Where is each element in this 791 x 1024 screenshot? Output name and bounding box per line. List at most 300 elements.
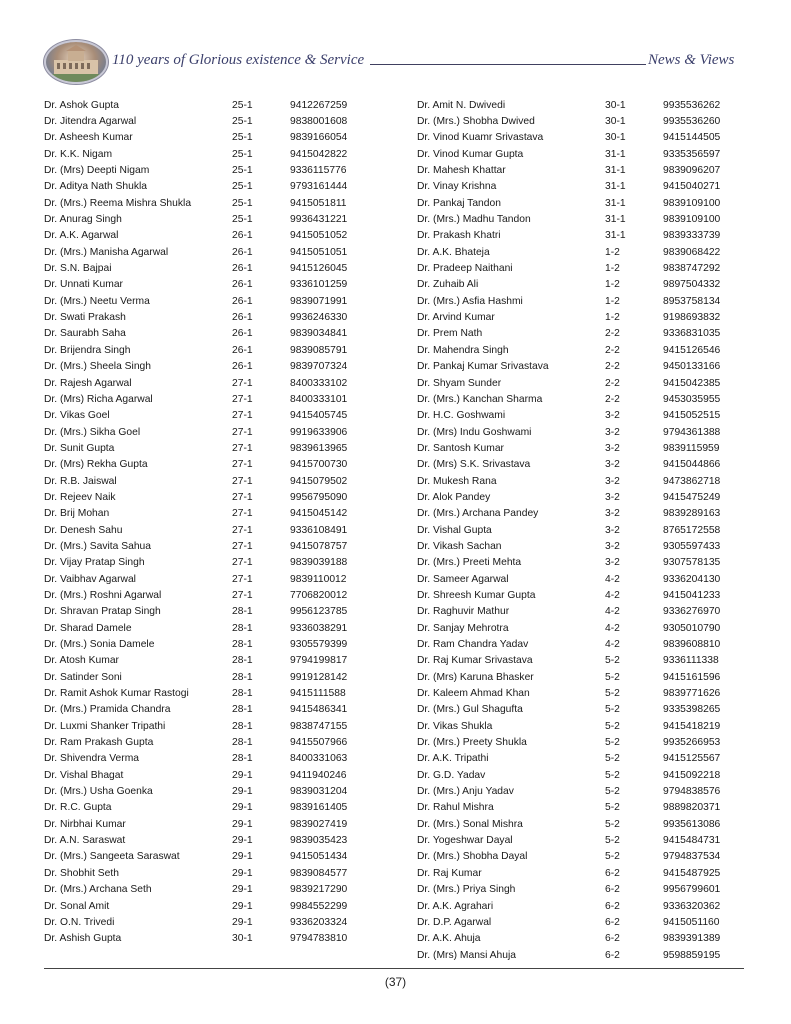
- member-name: Dr. (Mrs) Indu Goshwami: [417, 426, 532, 438]
- member-name: Dr. R.B. Jaiswal: [44, 475, 117, 487]
- directory-row: [417, 375, 743, 391]
- directory-column-left: [44, 97, 370, 947]
- member-name: Dr. Arvind Kumar: [417, 312, 495, 324]
- member-phone: 9794837534: [663, 851, 721, 863]
- directory-row: [417, 342, 743, 358]
- member-name: Dr. A.K. Ahuja: [417, 933, 481, 945]
- member-name: Dr. Shivendra Verma: [44, 753, 140, 765]
- member-name: Dr. Alok Pandey: [417, 491, 491, 503]
- member-phone: 9839109100: [663, 214, 721, 226]
- member-phone: 9598859195: [663, 949, 721, 961]
- member-name: Dr. Ashok Gupta: [44, 99, 119, 111]
- directory-row: [44, 489, 370, 505]
- directory-row: [44, 832, 370, 848]
- member-phone: 9415700730: [290, 459, 348, 471]
- directory-row: [417, 882, 743, 898]
- member-phone: 9956795090: [290, 491, 348, 503]
- member-code: 2-2: [605, 361, 620, 373]
- member-phone: 9336115776: [290, 165, 347, 177]
- member-name: Dr. (Mrs.) Shobha Dwived: [417, 116, 535, 128]
- directory-column-right: [417, 97, 743, 963]
- member-phone: 9336038291: [290, 622, 348, 634]
- member-phone: 9415484731: [663, 835, 721, 847]
- member-name: Dr. Vinod Kuamr Srivastava: [417, 132, 544, 144]
- directory-row: [417, 489, 743, 505]
- member-name: Dr. (Mrs.) Sonia Damele: [44, 639, 155, 651]
- directory-row: [417, 162, 743, 178]
- member-phone: 9415486341: [290, 704, 348, 716]
- directory-row: [417, 832, 743, 848]
- member-code: 27-1: [232, 508, 253, 520]
- member-phone: 9794199817: [290, 655, 348, 667]
- member-code: 30-1: [605, 116, 626, 128]
- directory-row: [44, 816, 370, 832]
- directory-row: [417, 849, 743, 865]
- member-code: 25-1: [232, 99, 253, 111]
- member-name: Dr. Vinod Kumar Gupta: [417, 148, 524, 160]
- member-code: 29-1: [232, 884, 253, 896]
- directory-row: [417, 604, 743, 620]
- member-name: Dr. Ashish Gupta: [44, 933, 122, 945]
- directory-row: [417, 751, 743, 767]
- directory-row: [417, 571, 743, 587]
- building-logo-icon: [46, 42, 106, 82]
- member-phone: 9450133166: [663, 361, 721, 373]
- member-name: Dr. A.K. Agarwal: [44, 230, 119, 242]
- member-name: Dr. Raghuvir Mathur: [417, 606, 510, 618]
- member-phone: 9415111588: [290, 688, 346, 700]
- directory-row: [44, 522, 370, 538]
- member-name: Dr. (Mrs.) Archana Seth: [44, 884, 152, 896]
- member-name: Dr. (Mrs.) Sheela Singh: [44, 361, 152, 373]
- member-code: 5-2: [605, 851, 620, 863]
- directory-row: [417, 522, 743, 538]
- member-code: 28-1: [232, 737, 253, 749]
- member-name: Dr. Vijay Pratap Singh: [44, 557, 145, 569]
- member-code: 26-1: [232, 312, 253, 324]
- directory-row: [44, 849, 370, 865]
- directory-row: [417, 734, 743, 750]
- member-phone: 9956799601: [663, 884, 721, 896]
- member-name: Dr. Ramit Ashok Kumar Rastogi: [44, 688, 189, 700]
- member-code: 29-1: [232, 769, 253, 781]
- member-name: Dr. Nirbhai Kumar: [44, 818, 126, 830]
- member-phone: 9935536262: [663, 99, 721, 111]
- directory-row: [417, 359, 743, 375]
- member-phone: 9839034841: [290, 328, 348, 340]
- member-name: Dr. Zuhaib Ali: [417, 279, 479, 291]
- member-code: 25-1: [232, 197, 253, 209]
- directory-row: [417, 408, 743, 424]
- directory-row: [44, 914, 370, 930]
- member-phone: 9415044866: [663, 459, 721, 471]
- member-name: Dr. A.K. Tripathi: [417, 753, 489, 765]
- directory-row: [417, 816, 743, 832]
- directory-row: [417, 702, 743, 718]
- member-code: 29-1: [232, 916, 253, 928]
- member-name: Dr. R.C. Gupta: [44, 802, 112, 814]
- member-phone: 9839391389: [663, 933, 721, 945]
- member-code: 4-2: [605, 606, 620, 618]
- member-code: 27-1: [232, 589, 253, 601]
- member-name: Dr. Pradeep Naithani: [417, 263, 513, 275]
- member-code: 3-2: [605, 410, 620, 422]
- member-phone: 9415078757: [290, 540, 348, 552]
- member-name: Dr. (Mrs.) Reema Mishra Shukla: [44, 197, 192, 209]
- directory-row: [44, 97, 370, 113]
- member-phone: 9839035423: [290, 835, 348, 847]
- member-code: 27-1: [232, 426, 253, 438]
- member-code: 26-1: [232, 230, 253, 242]
- member-phone: 9412267259: [290, 99, 348, 111]
- header-tagline: 110 years of Glorious existence & Service: [112, 52, 365, 68]
- member-phone: 9473862718: [663, 475, 721, 487]
- member-phone: 9415405745: [290, 410, 348, 422]
- directory-row: [44, 130, 370, 146]
- member-phone: 9838001608: [290, 116, 348, 128]
- directory-row: [417, 97, 743, 113]
- member-name: Dr. Mahendra Singh: [417, 344, 509, 356]
- member-name: Dr. (Mrs.) Priya Singh: [417, 884, 516, 896]
- member-phone: 9415161596: [663, 671, 721, 683]
- directory-row: [44, 162, 370, 178]
- member-phone: 9415051811: [290, 197, 347, 209]
- member-name: Dr. H.C. Goshwami: [417, 410, 506, 422]
- member-phone: 9919128142: [290, 671, 348, 683]
- member-code: 3-2: [605, 459, 620, 471]
- member-phone: 9839109100: [663, 197, 721, 209]
- member-phone: 9839068422: [663, 246, 721, 258]
- member-code: 27-1: [232, 491, 253, 503]
- member-code: 28-1: [232, 753, 253, 765]
- member-code: 30-1: [605, 132, 626, 144]
- member-name: Dr. Rejeev Naik: [44, 491, 116, 503]
- member-code: 3-2: [605, 557, 620, 569]
- member-name: Dr. Vinay Krishna: [417, 181, 497, 193]
- member-code: 28-1: [232, 639, 253, 651]
- member-phone: 9336101259: [290, 279, 348, 291]
- member-code: 26-1: [232, 344, 253, 356]
- directory-row: [417, 865, 743, 881]
- footer-rule: [44, 968, 744, 969]
- member-phone: 9415092218: [663, 769, 721, 781]
- member-name: Dr. (Mrs) Deepti Nigam: [44, 165, 150, 177]
- member-code: 25-1: [232, 165, 253, 177]
- directory-row: [44, 211, 370, 227]
- member-phone: 9415042385: [663, 377, 721, 389]
- member-code: 29-1: [232, 818, 253, 830]
- member-phone: 9839085791: [290, 344, 348, 356]
- member-code: 27-1: [232, 557, 253, 569]
- member-code: 5-2: [605, 704, 620, 716]
- directory-row: [44, 604, 370, 620]
- member-name: Dr. Rajesh Agarwal: [44, 377, 132, 389]
- member-phone: 9839217290: [290, 884, 348, 896]
- member-code: 31-1: [605, 230, 626, 242]
- member-phone: 9411940246: [290, 769, 347, 781]
- member-code: 27-1: [232, 377, 253, 389]
- directory-row: [44, 734, 370, 750]
- member-name: Dr. Swati Prakash: [44, 312, 126, 324]
- member-code: 29-1: [232, 867, 253, 879]
- member-phone: 8400331063: [290, 753, 348, 765]
- member-name: Dr. Denesh Sahu: [44, 524, 123, 536]
- member-code: 27-1: [232, 573, 253, 585]
- member-phone: 9839608810: [663, 639, 721, 651]
- member-name: Dr. Sonal Amit: [44, 900, 110, 912]
- directory-row: [417, 669, 743, 685]
- directory-row: [44, 718, 370, 734]
- member-phone: 9415079502: [290, 475, 348, 487]
- member-name: Dr. (Mrs.) Anju Yadav: [417, 786, 514, 798]
- directory-row: [44, 571, 370, 587]
- member-code: 31-1: [605, 165, 626, 177]
- member-phone: 9336276970: [663, 606, 721, 618]
- member-phone: 9838747292: [663, 263, 721, 275]
- member-name: Dr. Pankaj Kumar Srivastava: [417, 361, 549, 373]
- member-phone: 9839096207: [663, 165, 721, 177]
- member-name: Dr. Saurabh Saha: [44, 328, 126, 340]
- member-name: Dr. (Mrs.) Pramida Chandra: [44, 704, 171, 716]
- directory-row: [44, 767, 370, 783]
- member-phone: 9336111338: [663, 655, 719, 667]
- directory-row: [44, 882, 370, 898]
- member-code: 3-2: [605, 426, 620, 438]
- member-code: 27-1: [232, 524, 253, 536]
- member-phone: 9415475249: [663, 491, 721, 503]
- member-code: 28-1: [232, 720, 253, 732]
- member-name: Dr. Vaibhav Agarwal: [44, 573, 136, 585]
- member-name: Dr. (Mrs.) Usha Goenka: [44, 786, 153, 798]
- member-name: Dr. Brij Mohan: [44, 508, 110, 520]
- member-name: Dr. Shreesh Kumar Gupta: [417, 589, 536, 601]
- member-code: 31-1: [605, 148, 626, 160]
- member-phone: 9839289163: [663, 508, 721, 520]
- member-code: 6-2: [605, 900, 620, 912]
- member-phone: 8400333101: [290, 393, 348, 405]
- directory-row: [44, 326, 370, 342]
- directory-row: [417, 620, 743, 636]
- member-name: Dr. Raj Kumar Srivastava: [417, 655, 533, 667]
- member-name: Dr. Yogeshwar Dayal: [417, 835, 513, 847]
- member-phone: 9415045142: [290, 508, 348, 520]
- member-name: Dr. Shobhit Seth: [44, 867, 119, 879]
- directory-row: [417, 947, 743, 963]
- directory-row: [44, 473, 370, 489]
- member-name: Dr. (Mrs) Richa Agarwal: [44, 393, 153, 405]
- member-code: 4-2: [605, 622, 620, 634]
- member-code: 27-1: [232, 459, 253, 471]
- member-code: 26-1: [232, 246, 253, 258]
- directory-row: [417, 457, 743, 473]
- member-name: Dr. (Mrs.) Madhu Tandon: [417, 214, 531, 226]
- member-code: 28-1: [232, 671, 253, 683]
- member-phone: 9839071991: [290, 295, 348, 307]
- member-code: 1-2: [605, 263, 620, 275]
- member-code: 5-2: [605, 720, 620, 732]
- member-name: Dr. Sharad Damele: [44, 622, 132, 634]
- member-name: Dr. (Mrs.) Preety Shukla: [417, 737, 527, 749]
- member-code: 1-2: [605, 279, 620, 291]
- directory-row: [417, 767, 743, 783]
- member-code: 5-2: [605, 737, 620, 749]
- member-name: Dr. Vishal Gupta: [417, 524, 492, 536]
- member-code: 30-1: [605, 99, 626, 111]
- member-name: Dr. Prakash Khatri: [417, 230, 501, 242]
- directory-row: [44, 538, 370, 554]
- member-name: Dr. O.N. Trivedi: [44, 916, 115, 928]
- member-code: 5-2: [605, 753, 620, 765]
- member-phone: 9415125567: [663, 753, 721, 765]
- member-phone: 9415051160: [663, 916, 720, 928]
- member-code: 29-1: [232, 835, 253, 847]
- directory-row: [44, 636, 370, 652]
- member-phone: 9839333739: [663, 230, 721, 242]
- member-phone: 9336108491: [290, 524, 348, 536]
- member-code: 25-1: [232, 132, 253, 144]
- member-name: Dr. S.N. Bajpai: [44, 263, 112, 275]
- directory-row: [417, 195, 743, 211]
- directory-row: [417, 179, 743, 195]
- member-phone: 9839110012: [290, 573, 347, 585]
- member-name: Dr. Prem Nath: [417, 328, 483, 340]
- member-code: 3-2: [605, 524, 620, 536]
- member-name: Dr. (Mrs.) Manisha Agarwal: [44, 246, 169, 258]
- member-name: Dr. Sunit Gupta: [44, 442, 115, 454]
- member-code: 2-2: [605, 377, 620, 389]
- member-name: Dr. Jitendra Agarwal: [44, 116, 137, 128]
- directory-row: [417, 653, 743, 669]
- directory-row: [417, 440, 743, 456]
- member-code: 4-2: [605, 589, 620, 601]
- member-code: 3-2: [605, 491, 620, 503]
- member-phone: 9935613086: [663, 818, 721, 830]
- member-code: 5-2: [605, 655, 620, 667]
- directory-row: [44, 113, 370, 129]
- member-code: 4-2: [605, 639, 620, 651]
- member-phone: 9415051434: [290, 851, 348, 863]
- member-phone: 9889820371: [663, 802, 721, 814]
- member-name: Dr. Luxmi Shanker Tripathi: [44, 720, 166, 732]
- member-code: 31-1: [605, 214, 626, 226]
- member-name: Dr. Satinder Soni: [44, 671, 122, 683]
- member-phone: 9415487925: [663, 867, 721, 879]
- directory-row: [44, 702, 370, 718]
- member-name: Dr. Brijendra Singh: [44, 344, 131, 356]
- member-code: 31-1: [605, 181, 626, 193]
- directory-row: [44, 424, 370, 440]
- directory-row: [417, 130, 743, 146]
- member-phone: 8765172558: [663, 524, 721, 536]
- member-name: Dr. Vikas Goel: [44, 410, 110, 422]
- member-name: Dr. Shyam Sunder: [417, 377, 502, 389]
- member-name: Dr. (Mrs) Mansi Ahuja: [417, 949, 516, 961]
- member-phone: 9335398265: [663, 704, 721, 716]
- member-phone: 9839031204: [290, 786, 348, 798]
- member-phone: 9305597433: [663, 540, 721, 552]
- member-code: 5-2: [605, 818, 620, 830]
- member-code: 29-1: [232, 900, 253, 912]
- member-code: 26-1: [232, 328, 253, 340]
- directory-row: [44, 620, 370, 636]
- member-name: Dr. Unnati Kumar: [44, 279, 123, 291]
- member-name: Dr. A.N. Saraswat: [44, 835, 126, 847]
- directory-row: [44, 865, 370, 881]
- member-name: Dr. (Mrs.) Sikha Goel: [44, 426, 141, 438]
- member-phone: 9335356597: [663, 148, 721, 160]
- directory-row: [417, 685, 743, 701]
- member-phone: 9415418219: [663, 720, 721, 732]
- directory-row: [44, 391, 370, 407]
- member-name: Dr. Rahul Mishra: [417, 802, 494, 814]
- member-phone: 9305010790: [663, 622, 721, 634]
- member-name: Dr. Santosh Kumar: [417, 442, 504, 454]
- member-code: 29-1: [232, 802, 253, 814]
- directory-row: [417, 555, 743, 571]
- member-code: 6-2: [605, 933, 620, 945]
- member-phone: 9839084577: [290, 867, 348, 879]
- member-phone: 9919633906: [290, 426, 348, 438]
- directory-row: [417, 473, 743, 489]
- member-code: 29-1: [232, 786, 253, 798]
- member-phone: 9794361388: [663, 426, 721, 438]
- directory-row: [44, 342, 370, 358]
- member-code: 6-2: [605, 916, 620, 928]
- member-phone: 9984552299: [290, 900, 348, 912]
- member-phone: 9415126045: [290, 263, 348, 275]
- directory-row: [417, 146, 743, 162]
- member-phone: 9794783810: [290, 933, 348, 945]
- member-name: Dr. Ram Prakash Gupta: [44, 737, 154, 749]
- member-code: 26-1: [232, 279, 253, 291]
- member-name: Dr. (Mrs) Karuna Bhasker: [417, 671, 534, 683]
- member-name: Dr. A.K. Bhateja: [417, 246, 490, 258]
- directory-row: [417, 113, 743, 129]
- member-name: Dr. (Mrs.) Preeti Mehta: [417, 557, 522, 569]
- member-code: 2-2: [605, 344, 620, 356]
- page-header: [0, 0, 791, 90]
- directory-row: [417, 898, 743, 914]
- directory-row: [44, 309, 370, 325]
- directory-row: [417, 391, 743, 407]
- member-code: 31-1: [605, 197, 626, 209]
- member-name: Dr. Vikash Sachan: [417, 540, 502, 552]
- directory-row: [44, 375, 370, 391]
- member-phone: 9415051052: [290, 230, 348, 242]
- directory-row: [44, 277, 370, 293]
- directory-row: [44, 898, 370, 914]
- member-phone: 7706820012: [290, 589, 348, 601]
- member-code: 28-1: [232, 688, 253, 700]
- member-code: 29-1: [232, 851, 253, 863]
- member-name: Dr. (Mrs.) Sangeeta Saraswat: [44, 851, 180, 863]
- directory-row: [44, 408, 370, 424]
- member-phone: 9415042822: [290, 148, 348, 160]
- member-name: Dr. Shravan Pratap Singh: [44, 606, 161, 618]
- member-name: Dr. Pankaj Tandon: [417, 197, 501, 209]
- member-phone: 9307578135: [663, 557, 721, 569]
- member-phone: 9415051051: [290, 246, 348, 258]
- member-name: Dr. D.P. Agarwal: [417, 916, 492, 928]
- member-phone: 9839166054: [290, 132, 348, 144]
- directory-row: [417, 309, 743, 325]
- directory-row: [44, 669, 370, 685]
- member-code: 5-2: [605, 769, 620, 781]
- member-name: Dr. (Mrs.) Asfia Hashmi: [417, 295, 523, 307]
- member-name: Dr. (Mrs.) Archana Pandey: [417, 508, 539, 520]
- directory-row: [417, 718, 743, 734]
- member-phone: 9305579399: [290, 639, 348, 651]
